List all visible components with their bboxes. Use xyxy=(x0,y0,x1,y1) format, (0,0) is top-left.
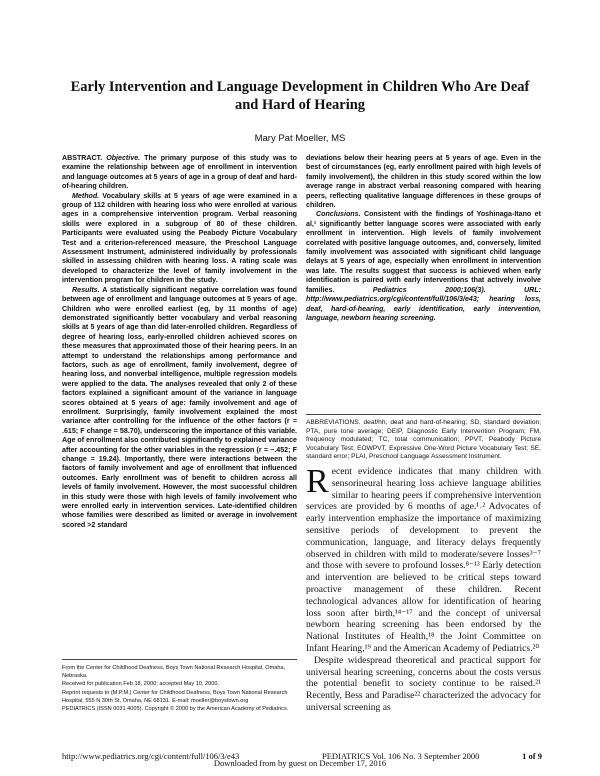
download-notice: Downloaded from by guest on December 17, 2016 xyxy=(213,758,387,768)
footer-url[interactable]: http://www.pediatrics.org/cgi/content/full/106/3/e43 xyxy=(62,751,240,761)
body-paragraph-1-text: ecent evidence indicates that many children with sensorineural hearing loss achieve language abilities similar to hearing peers if comprehensive intervention services are provided by 6 months of age.¹˒² Advocates of early intervention emphasize the importance of maximizing sensitive periods of development to prevent the communication, language, and literacy delays frequently observed in children with mild to moderate/severe losses³⁻⁷ and those with severe to profound losses.⁸⁻¹³ Early detection and intervention are believed to be critical steps toward proactive management of these children. Recent technological advances allow for identification of hearing loss soon after birth,¹⁴⁻¹⁷ and the concept of universal newborn hearing screening has been endorsed by the National Institutes of Health,¹⁸ the Joint Committee on Infant Hearing,¹⁹ and the American Academy of Pediatrics.²⁰ xyxy=(306,466,541,654)
footer-journal: PEDIATRICS Vol. 106 No. 3 September 2000 xyxy=(322,751,480,761)
abstract-objective xyxy=(62,154,297,192)
conclusions-text: Consistent with the findings of Yoshinaga-Itano et al,¹ significantly better language scores were associated with early enrollment in intervention. High levels of family involvement correlated with positive language outcomes, and, conversely, limited family involvement was associated with significant child language delays at 5 years of age, especially when enrollment in intervention was late. The results suggest that success is achieved when early identification is paired with early interventions that actively involve families. xyxy=(306,210,541,294)
results-continued: deviations below their hearing peers at 5 years of age. Even in the best of circumstances (eg, early enrollment paired with high levels of family involvement), the children in this study scored within the low average range in abstract verbal reasoning compared with hearing peers, reflecting qualitative language differences in these groups of children. xyxy=(306,154,541,210)
abstract-lead: ABSTRACT. xyxy=(62,154,103,162)
abstract-left-column xyxy=(62,154,297,530)
method-text: Vocabulary skills at 5 years of age were examined in a group of 112 children with hearing loss who were enrolled at various ages in a comprehensive intervention program. Verbal reasoning skills were explored in a subgroup of 80 of these children. Participants were evaluated using the Peabody Picture Vocabulary Test and a criterion-referenced measure, the Preschool Language Assessment Instrument, administered individually by professionals skilled in assessing children with hearing loss. A rating scale was developed to characterize the level of family involvement in the intervention program for children in the study. xyxy=(62,191,297,285)
body-text xyxy=(306,463,541,714)
abstract-right-column xyxy=(306,154,541,323)
drop-cap: R xyxy=(306,463,329,500)
conclusions-label: Conclusions. xyxy=(316,210,361,219)
keywords: hearing loss, deaf, hard-of-hearing, early identification, early intervention, language, newborn hearing screening. xyxy=(306,295,541,322)
abstract-results xyxy=(62,286,297,531)
footnote-reprints: Reprint requests to (M.P.M.) Center for Childhood Deafness, Boys Town National Research Hospital, 555 N 30th St, Omaha, NE 68131. E-mail: moeller@boystown.org xyxy=(62,689,288,704)
results-label: Results. xyxy=(72,285,100,294)
page-number: 1 of 9 xyxy=(522,751,542,761)
footnotes xyxy=(62,659,297,713)
footnote-issn: PEDIATRICS (ISSN 0031 4005). Copyright © 2000 by the American Academy of Pediatrics. xyxy=(62,706,289,713)
body-paragraph-1 xyxy=(306,463,541,655)
article-title: Early Intervention and Language Development in Children Who Are Deaf and Hard of Hearing xyxy=(70,79,530,113)
method-label: Method. xyxy=(72,191,100,200)
objective-text: The primary purpose of this study was to examine the relationship between age of enrollment in intervention and language outcomes at 5 years of age in a group of deaf and hard-of-hearing children. xyxy=(62,154,297,191)
citation[interactable]: Pediatrics 2000;106(3). URL: http://www.pediatrics.org/cgi/content/full/106/3/e43; xyxy=(306,285,541,304)
author: Mary Pat Moeller, MS xyxy=(254,133,346,144)
abstract-conclusions xyxy=(306,210,541,323)
body-paragraph-2: Despite widespread theoretical and practical support for universal hearing screening, concerns about the costs versus the potential benefit to society continue to be raised.²¹ Recently, Bess and Paradise²² characterized the advocacy for universal screening as xyxy=(306,654,541,713)
abbreviations: ABBREVIATIONS. deaf/hh, deaf and hard-of-hearing; SD, standard deviation; PTA, pure tone average; DEIP, Diagnostic Early Intervention Program; FM, frequency modulated; TC, total communication; PPVT, Peabody Picture Vocabulary Test; EOWPVT, Expressive One-Word Picture Vocabulary Test; SE, standard error; PLAI, Preschool Language Assessment Instrument. xyxy=(306,414,541,462)
results-text: A statistically significant negative correlation was found between age of enrollment and language outcomes at 5 years of age. Children who were enrolled earliest (eg, by 11 months of age) demonstrated significantly better vocabulary and verbal reasoning skills at 5 years of age than did later-enrolled children. Regardless of degree of hearing loss, early-enrolled children achieved scores on these measures that approximated those of their hearing peers. In an attempt to understand the relationships among performance and factors, such as age of enrollment, family involvement, degree of hearing loss, and nonverbal intelligence, multiple regression models were applied to the data. The analyses revealed that only 2 of these factors explained a significant amount of the variance in language scores obtained at 5 years of age: family involvement and age of enrollment. Surprisingly, family involvement explained the most variance after controlling for the influence of the other factors (r = .615; F change = 58.70), underscoring the importance of this variable. Age of enrollment also contributed significantly to explained variance after accounting for the other variables in the regression (r = −.452; F change = 19.24). Importantly, there were interactions between the factors of family involvement and age of enrollment that influenced outcomes. Early enrollment was of benefit to children across all levels of family involvement. However, the most successful children in this study were those with high levels of family involvement who were enrolled early in intervention services. Late-identified children whose families were described as limited or average in involvement scored >2 standard xyxy=(62,285,298,529)
abstract-method xyxy=(62,192,297,286)
objective-label: Objective. xyxy=(106,154,141,162)
footnote-affiliation: From the Center for Childhood Deafness, Boys Town National Research Hospital, Omaha, Nebraska. xyxy=(62,665,286,680)
footnote-received: Received for publication Feb 18, 2000; accepted May 10, 2000. xyxy=(62,681,220,688)
